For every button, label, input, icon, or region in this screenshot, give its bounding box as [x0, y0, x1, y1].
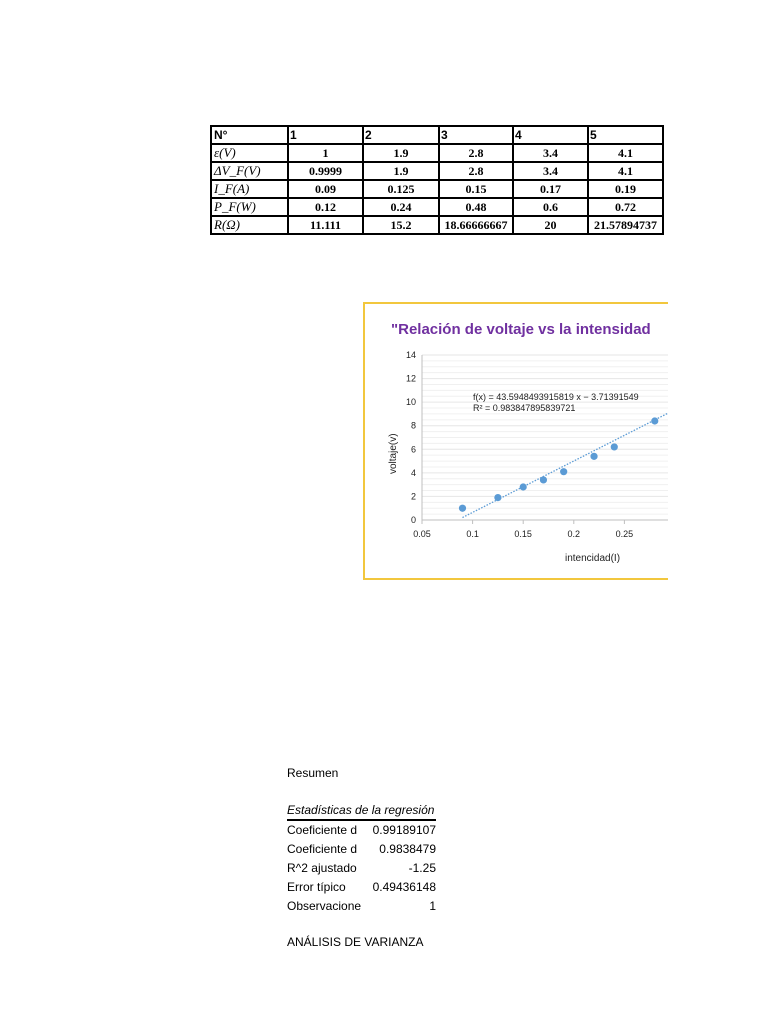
table-cell: 3.4 — [513, 144, 588, 162]
y-tick-label: 10 — [405, 397, 416, 408]
table-header-cell: 5 — [588, 126, 663, 144]
y-tick-label: 2 — [410, 491, 416, 502]
data-point — [590, 453, 597, 460]
table-cell: 0.6 — [513, 198, 588, 216]
table-cell: 2.8 — [439, 144, 513, 162]
data-point — [520, 483, 527, 490]
table-cell: 4.1 — [588, 144, 663, 162]
table-cell: 0.15 — [439, 180, 513, 198]
stats-label: Coeficiente d — [287, 823, 358, 837]
y-tick-label: 12 — [405, 373, 416, 384]
stats-value: 0.9838479 — [379, 842, 436, 856]
table-cell: 1 — [288, 144, 363, 162]
stats-value: 1 — [429, 899, 436, 913]
data-point — [459, 505, 466, 512]
table-cell: 2.8 — [439, 162, 513, 180]
table-row-voltage — [211, 162, 663, 180]
table-cell: 0.72 — [588, 198, 663, 216]
chart-canvas — [365, 304, 668, 580]
table-cell: 0.17 — [513, 180, 588, 198]
y-tick-label: 4 — [410, 467, 416, 478]
x-tick-label: 0.2 — [567, 529, 581, 539]
data-point — [651, 417, 658, 424]
table-cell: 1.9 — [363, 162, 439, 180]
stats-value: 0.49436148 — [372, 880, 436, 894]
measurement-table — [210, 125, 664, 235]
data-point — [611, 443, 618, 450]
table-header-row — [211, 126, 663, 144]
stats-value: 0.99189107 — [372, 823, 436, 837]
data-point — [494, 494, 501, 501]
table-header-cell: 1 — [288, 126, 363, 144]
stats-value: -1.25 — [408, 861, 436, 875]
summary-title: Resumen — [287, 766, 339, 780]
chart-title: "Relación de voltaje vs la intensidad — [391, 321, 651, 338]
y-tick-label: 8 — [410, 420, 416, 431]
regression-stats-header: Estadísticas de la regresión — [287, 802, 436, 821]
data-point — [560, 468, 567, 475]
table-cell: 0.125 — [363, 180, 439, 198]
stats-label: R^2 ajustado — [287, 861, 357, 875]
trendline-equation: f(x) = 43.5948493915819 x − 3.71391549 — [473, 392, 639, 402]
table-cell: 3.4 — [513, 162, 588, 180]
x-tick-label: 0.1 — [466, 529, 479, 539]
row-label: ε(V) — [211, 144, 288, 162]
table-cell: 20 — [513, 216, 588, 234]
x-tick-label: 0.05 — [413, 529, 431, 539]
row-label: ΔV_F(V) — [211, 162, 288, 180]
table-row-power — [211, 198, 663, 216]
table-cell: 18.66666667 — [439, 216, 513, 234]
y-tick-label: 14 — [405, 350, 416, 360]
y-tick-label: 6 — [410, 444, 416, 455]
stats-label: Error típico — [287, 880, 346, 894]
table-cell: 15.2 — [363, 216, 439, 234]
table-header-label: N° — [211, 126, 288, 144]
table-row-emf — [211, 144, 663, 162]
table-cell: 21.57894737 — [588, 216, 663, 234]
stats-row — [287, 859, 436, 878]
x-axis-label: intencidad(I) — [565, 553, 621, 564]
y-axis-label: voltaje(v) — [388, 433, 399, 474]
table-cell: 0.24 — [363, 198, 439, 216]
voltage-current-chart[interactable] — [363, 302, 668, 580]
x-tick-label: 0.25 — [615, 529, 634, 539]
stats-row — [287, 821, 436, 840]
anova-title: ANÁLISIS DE VARIANZA — [287, 935, 424, 949]
table-cell: 0.9999 — [288, 162, 363, 180]
table-header-cell: 3 — [439, 126, 513, 144]
table-cell: 0.48 — [439, 198, 513, 216]
stats-row — [287, 878, 436, 897]
x-tick-label: 0.15 — [514, 529, 532, 539]
row-label: P_F(W) — [211, 198, 288, 216]
table-header-cell: 4 — [513, 126, 588, 144]
data-point — [540, 476, 547, 483]
table-cell: 0.19 — [588, 180, 663, 198]
table-cell: 0.12 — [288, 198, 363, 216]
stats-label: Coeficiente d — [287, 842, 358, 856]
table-header-cell: 2 — [363, 126, 439, 144]
regression-summary — [287, 765, 436, 950]
stats-label: Observacione — [287, 899, 362, 913]
row-label: R(Ω) — [211, 216, 288, 234]
row-label: I_F(A) — [211, 180, 288, 198]
table-row-resistance — [211, 216, 663, 234]
table-cell: 0.09 — [288, 180, 363, 198]
stats-row — [287, 897, 436, 916]
stats-row — [287, 840, 436, 859]
table-cell: 1.9 — [363, 144, 439, 162]
chart-grid — [422, 355, 668, 520]
table-cell: 4.1 — [588, 162, 663, 180]
table-row-current — [211, 180, 663, 198]
table-cell: 11.111 — [288, 216, 363, 234]
y-tick-label: 0 — [410, 515, 416, 525]
trendline-r-squared: R² = 0.983847895839721 — [473, 403, 576, 413]
